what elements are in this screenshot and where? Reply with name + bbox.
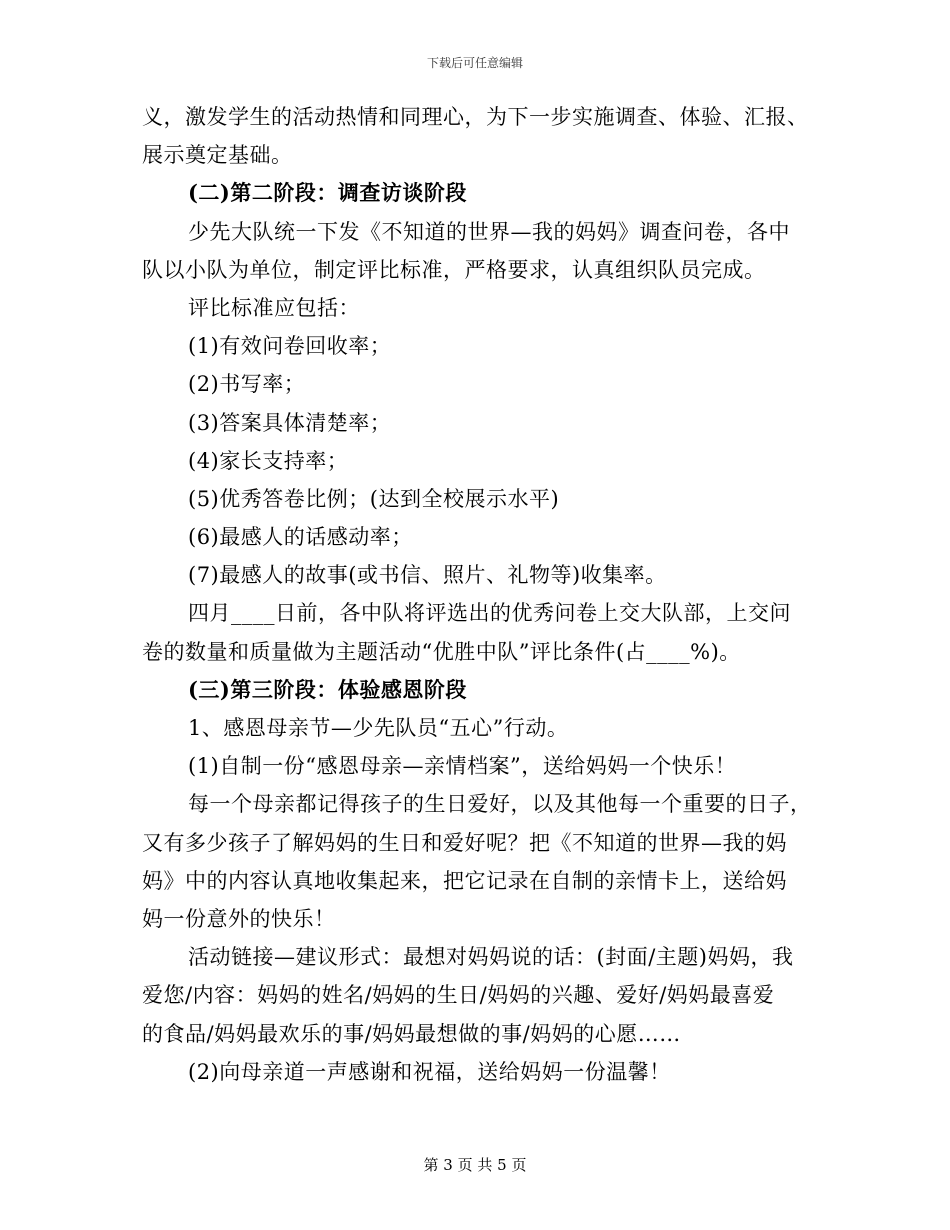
paragraph-line: 1、感恩母亲节—少先队员“五心”行动。: [188, 716, 569, 740]
paragraph-line: 又有多少孩子了解妈妈的生日和爱好呢？把《不知道的世界—我的妈: [142, 830, 787, 855]
paragraph-line: 义，激发学生的活动热情和同理心，为下一步实施调查、体验、汇报、: [142, 105, 809, 129]
section-heading-stage-3: (三)第三阶段：体验感恩阶段: [188, 676, 467, 702]
paragraph-line: 每一个母亲都记得孩子的生日爱好，以及其他每一个重要的日子，: [188, 792, 812, 817]
list-item: (5)优秀答卷比例；(达到全校展示水平): [188, 486, 560, 511]
paragraph-line: 爱您/内容：妈妈的姓名/妈妈的生日/妈妈的兴趣、爱好/妈妈最喜爱: [142, 983, 775, 1008]
paragraph-line: 妈》中的内容认真地收集起来，把它记录在自制的亲情卡上，送给妈: [142, 868, 787, 893]
page-header-note: 下载后可任意编辑: [426, 56, 523, 70]
list-item: (3)答案具体清楚率；: [188, 410, 392, 435]
paragraph-line: 活动链接—建议形式：最想对妈妈说的话：(封面/主题)妈妈，我: [188, 945, 794, 970]
list-item: (6)最感人的话感动率；: [188, 525, 413, 550]
paragraph-line: 展示奠定基础。: [142, 143, 293, 168]
list-item: (2)书写率；: [188, 372, 306, 397]
paragraph-line: 四月____日前，各中队将评选出的优秀问卷上交大队部，上交问: [188, 601, 791, 626]
paragraph-line: 评比标准应包括：: [188, 295, 360, 320]
paragraph-line: 的食品/妈妈最欢乐的事/妈妈最想做的事/妈妈的心愿……: [142, 1021, 681, 1046]
list-item: (2)向母亲道一声感谢和祝福，送给妈妈一份温馨！: [188, 1059, 671, 1084]
list-item: (4)家长支持率；: [188, 448, 349, 473]
paragraph-line: 妈一份意外的快乐！: [142, 906, 336, 931]
section-heading-stage-2: (二)第二阶段：调查访谈阶段: [188, 180, 467, 206]
paragraph-line: 卷的数量和质量做为主题活动“优胜中队”评比条件(占____%)。: [142, 639, 741, 664]
list-item: (1)有效问卷回收率；: [188, 334, 392, 359]
document-body: [142, 98, 810, 1091]
paragraph-line: 少先大队统一下发《不知道的世界—我的妈妈》调查问卷，各中: [188, 219, 790, 244]
list-item: (1)自制一份“感恩母亲—亲情档案”，送给妈妈一个快乐！: [188, 754, 737, 779]
page-footer-number: 第 3 页 共 5 页: [423, 1156, 527, 1174]
list-item: (7)最感人的故事(或书信、照片、礼物等)收集率。: [188, 563, 667, 588]
paragraph-line: 队以小队为单位，制定评比标准，严格要求，认真组织队员完成。: [142, 257, 766, 282]
